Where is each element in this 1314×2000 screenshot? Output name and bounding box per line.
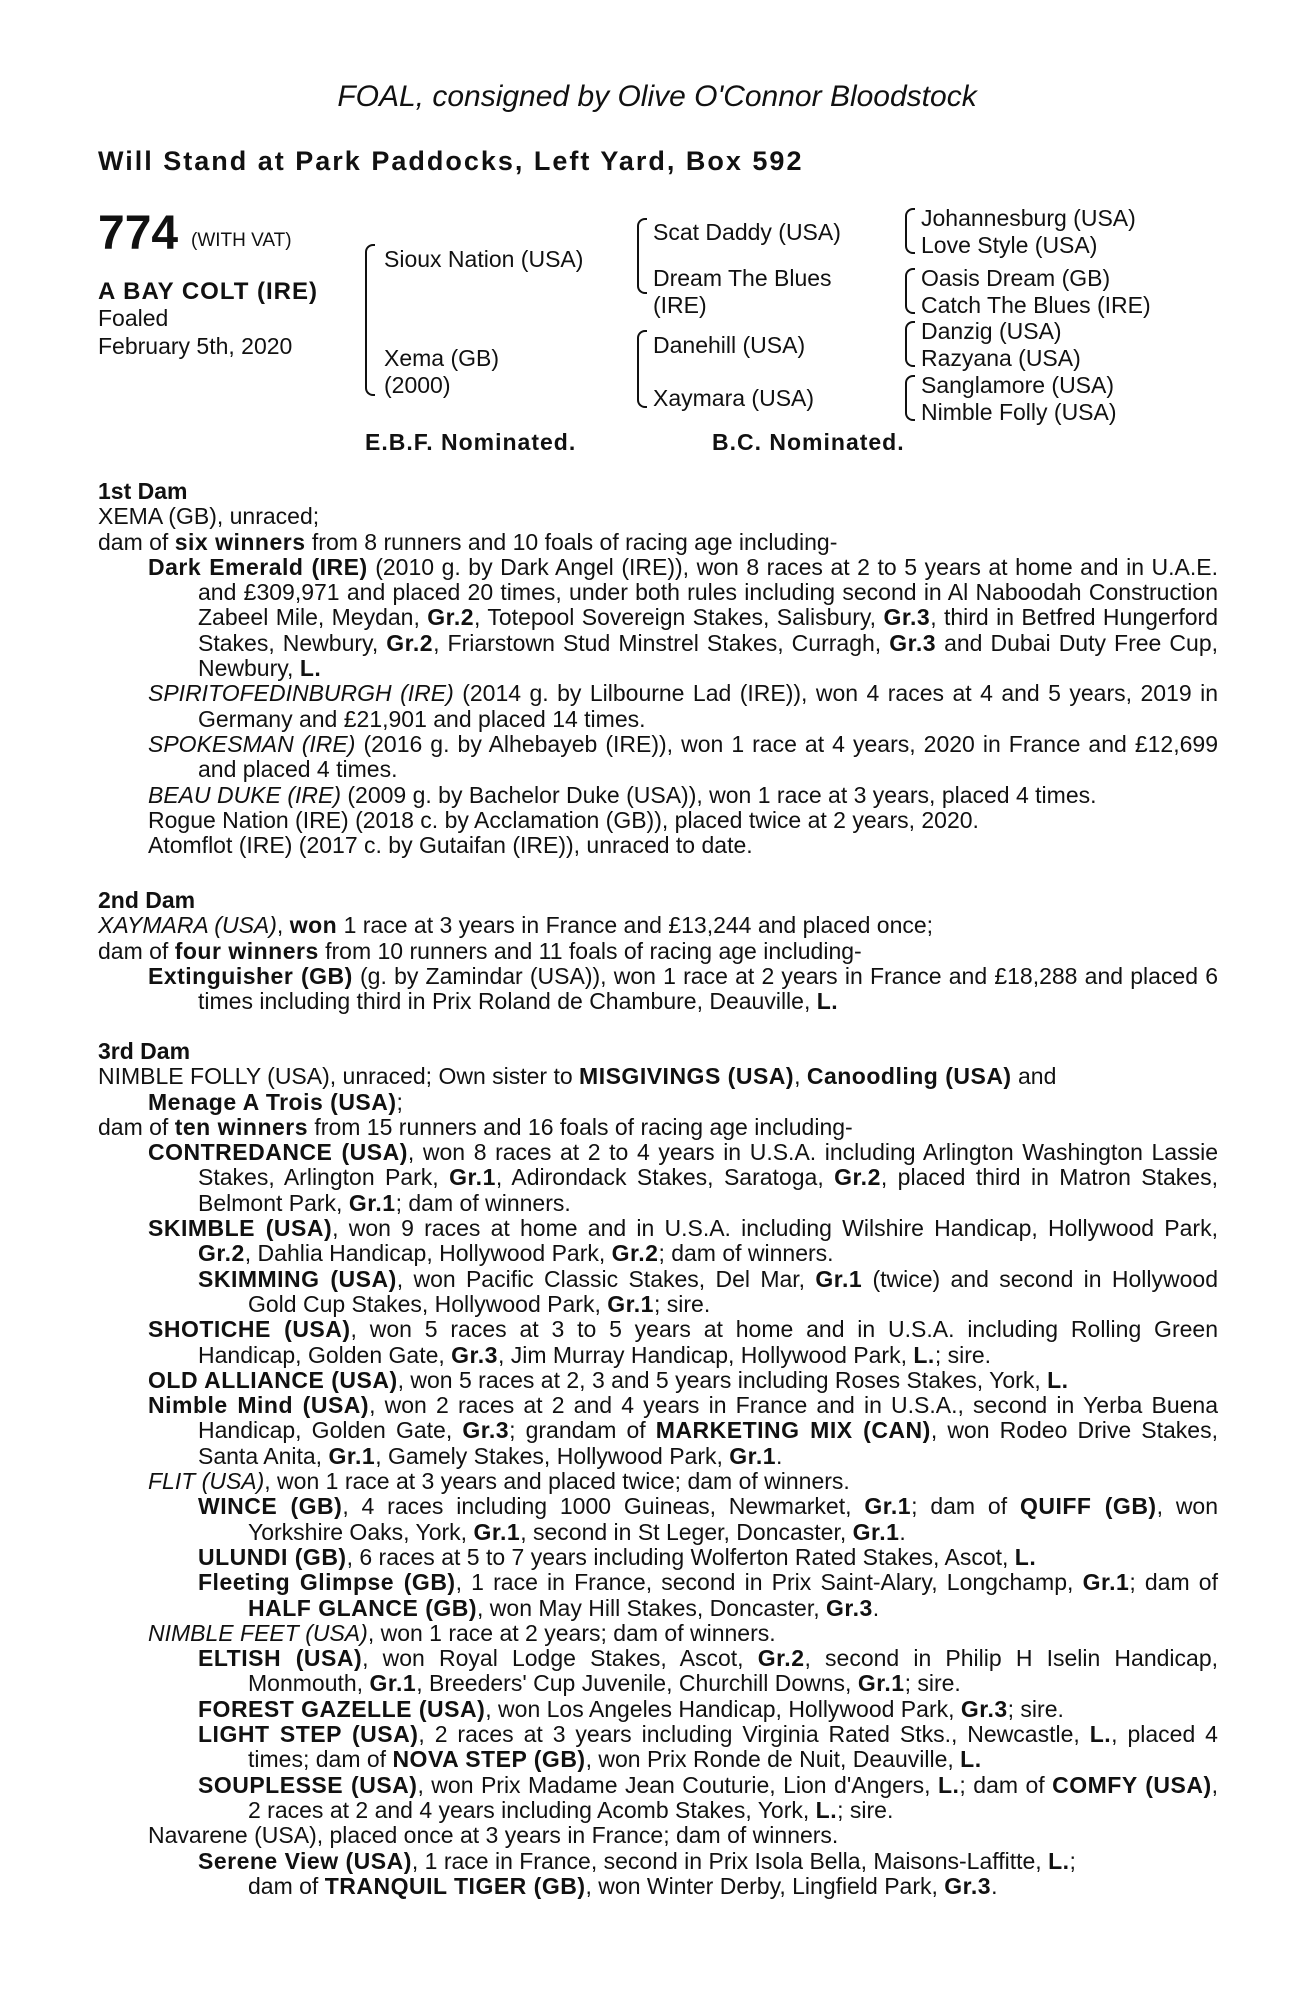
vat-note: (WITH VAT) bbox=[191, 230, 292, 251]
text-span: . bbox=[899, 1518, 906, 1545]
consignor-line: FOAL, consigned by Olive O'Connor Bloodstock bbox=[337, 80, 977, 113]
third-dam-section bbox=[98, 1039, 1218, 1899]
grade: Gr.3 bbox=[960, 1695, 1008, 1722]
third-dam-produce-summary bbox=[98, 1115, 1218, 1140]
won-label: won bbox=[289, 912, 338, 939]
grade: Gr.3 bbox=[462, 1417, 510, 1444]
text-span: (g. by Zamindar (USA)), won 1 race at 2 years in France and £18,288 and placed 6 times including third in Prix Roland de Chambure, Deauville, bbox=[198, 962, 1219, 1015]
text-span: , Totepool Sovereign Stakes, Salisbury, bbox=[474, 604, 884, 631]
text-span: , won Rodeo Drive Stakes, Santa Anita, bbox=[198, 1417, 1218, 1469]
horse-name: Fleeting Glimpse (GB) bbox=[198, 1569, 456, 1596]
horse-name: MARKETING MIX (CAN) bbox=[655, 1417, 931, 1444]
pedigree-g2: Love Style (USA) bbox=[921, 232, 1098, 258]
pedigree-sire: Sioux Nation (USA) bbox=[384, 246, 584, 272]
produce-wince bbox=[98, 1494, 1218, 1545]
text-span: (2016 g. by Alhebayeb (IRE)), won 1 race at 4 years, 2020 in France and £12,699 and placed 4 times. bbox=[198, 730, 1218, 783]
grade: Gr.1 bbox=[1082, 1569, 1130, 1596]
text-span: from 8 runners and 10 foals of racing age including- bbox=[305, 528, 838, 555]
horse-name: SPIRITOFEDINBURGH (IRE) bbox=[148, 680, 454, 707]
produce-eltish bbox=[98, 1646, 1218, 1697]
produce-ulundi bbox=[98, 1545, 1218, 1570]
produce-nimble-mind bbox=[98, 1393, 1218, 1469]
text-span: , won Los Angeles Handicap, Hollywood Park, bbox=[485, 1695, 961, 1722]
text-span: ; sire. bbox=[1007, 1695, 1064, 1722]
pedigree-brace-g4 bbox=[905, 375, 915, 421]
produce-spokesman bbox=[98, 732, 1218, 783]
produce-forest-gazelle bbox=[98, 1697, 1218, 1722]
grade: Gr.3 bbox=[883, 604, 931, 631]
pedigree-g1: Johannesburg (USA) bbox=[921, 205, 1136, 231]
first-dam-title: 1st Dam bbox=[98, 478, 188, 504]
produce-navarene: Navarene (USA), placed once at 3 years in France; dam of winners. bbox=[148, 1822, 839, 1849]
first-dam-summary: XEMA (GB), unraced; bbox=[98, 503, 320, 530]
horse-name: MISGIVINGS (USA) bbox=[579, 1063, 795, 1090]
text-span: (twice) and second in Hollywood Gold Cup Stakes, Hollywood Park, bbox=[248, 1265, 1218, 1317]
third-dam-summary bbox=[98, 1064, 1218, 1115]
grade: Gr.1 bbox=[473, 1518, 521, 1545]
text-span: , Dahlia Handicap, Hollywood Park, bbox=[244, 1240, 612, 1267]
grade: Gr.1 bbox=[449, 1164, 496, 1191]
produce-atomflot: Atomflot (IRE) (2017 c. by Gutaifan (IRE)), unraced to date. bbox=[148, 832, 753, 859]
produce-dark-emerald bbox=[98, 555, 1218, 681]
grade: Gr.2 bbox=[198, 1240, 245, 1267]
second-dam-produce-summary bbox=[98, 939, 1218, 964]
produce-flit bbox=[98, 1469, 1218, 1494]
pedigree-g5: Danzig (USA) bbox=[921, 318, 1062, 344]
grade: Gr.3 bbox=[826, 1594, 873, 1621]
produce-fleeting-glimpse bbox=[98, 1570, 1218, 1621]
text-span: , placed third in Matron Stakes, Belmont Park, bbox=[198, 1164, 1218, 1216]
text-span: , placed 4 times; dam of bbox=[248, 1721, 1218, 1773]
produce-nimble-feet bbox=[98, 1621, 1218, 1646]
pedigree-brace-dam bbox=[637, 330, 647, 408]
lot-number: 774 bbox=[98, 207, 179, 260]
produce-souplesse bbox=[98, 1773, 1218, 1824]
grade: Gr.1 bbox=[857, 1670, 905, 1697]
pedigree-dam-year: (2000) bbox=[384, 372, 451, 398]
ebf-nominated: E.B.F. Nominated. bbox=[365, 429, 577, 455]
grade: L. bbox=[1048, 1847, 1070, 1874]
horse-name: BEAU DUKE (IRE) bbox=[148, 781, 341, 808]
pedigree-sire-dam: Dream The Blues bbox=[653, 265, 832, 291]
horse-name: OLD ALLIANCE (USA) bbox=[148, 1366, 398, 1393]
text-span: , won 2 races at 2 and 4 years in France and in U.S.A., second in Yerba Buena Handicap, Golden Gate, bbox=[198, 1392, 1218, 1444]
horse-name: Extinguisher (GB) bbox=[148, 962, 353, 989]
grade: Gr.1 bbox=[815, 1265, 863, 1292]
text-span: , bbox=[794, 1063, 807, 1090]
horse-name: SHOTICHE (USA) bbox=[148, 1316, 351, 1343]
horse-name: COMFY (USA) bbox=[1052, 1771, 1212, 1798]
horse-name: SOUPLESSE (USA) bbox=[198, 1771, 418, 1798]
text-span: , Breeders' Cup Juvenile, Churchill Downs, bbox=[416, 1670, 858, 1697]
text-span: , won Prix Madame Jean Couturie, Lion d'Angers, bbox=[417, 1771, 938, 1798]
pedigree-g3: Oasis Dream (GB) bbox=[921, 265, 1111, 291]
pedigree-sire-dam-origin: (IRE) bbox=[653, 292, 707, 318]
text-span: ; sire. bbox=[904, 1670, 961, 1697]
grade: Gr.2 bbox=[757, 1645, 805, 1672]
horse-name: SKIMBLE (USA) bbox=[148, 1215, 333, 1242]
text-span: , won Prix Ronde de Nuit, Deauville, bbox=[585, 1746, 961, 1773]
grade: L. bbox=[1047, 1366, 1069, 1393]
text-span: dam of bbox=[248, 1872, 325, 1899]
pedigree-brace-sire bbox=[637, 218, 647, 294]
pedigree-dam-sire: Danehill (USA) bbox=[653, 332, 806, 358]
text-span: ; bbox=[1069, 1847, 1076, 1874]
horse-name: NOVA STEP (GB) bbox=[392, 1746, 586, 1773]
text-span: ; dam of bbox=[959, 1771, 1053, 1798]
produce-rogue-nation: Rogue Nation (IRE) (2018 c. by Acclamation (GB)), placed twice at 2 years, 2020. bbox=[148, 806, 979, 833]
grade: Gr.3 bbox=[944, 1872, 992, 1899]
text-span: ; dam of winners. bbox=[658, 1240, 834, 1267]
text-span: , won 5 races at 2, 3 and 5 years including Roses Stakes, York, bbox=[397, 1366, 1048, 1393]
text-span: ; dam of bbox=[1129, 1569, 1218, 1596]
pedigree-brace-g3 bbox=[905, 321, 915, 367]
horse-name: QUIFF (GB) bbox=[1019, 1493, 1157, 1520]
horse-name: TRANQUIL TIGER (GB) bbox=[324, 1872, 586, 1899]
text-span: , won Royal Lodge Stakes, Ascot, bbox=[362, 1645, 758, 1672]
produce-extinguisher bbox=[98, 964, 1218, 1015]
grade: L. bbox=[1089, 1721, 1112, 1748]
text-span: from 15 runners and 16 foals of racing age including- bbox=[308, 1113, 853, 1140]
horse-name: NIMBLE FEET (USA) bbox=[148, 1619, 368, 1646]
stand-location: Will Stand at Park Paddocks, Left Yard, Box 592 bbox=[98, 146, 804, 176]
text-span: , second in Philip H Iselin Handicap, Monmouth, bbox=[248, 1645, 1219, 1697]
grade: Gr.1 bbox=[348, 1189, 396, 1216]
horse-name: Menage A Trois (USA) bbox=[148, 1088, 397, 1115]
third-dam-title: 3rd Dam bbox=[98, 1038, 191, 1064]
text-span: and bbox=[1011, 1063, 1057, 1090]
grade: L. bbox=[1014, 1543, 1037, 1570]
horse-name: SKIMMING (USA) bbox=[198, 1265, 397, 1292]
grade: Gr.2 bbox=[834, 1164, 881, 1191]
text-span: , 1 race in France, second in Prix Saint-Alary, Longchamp, bbox=[455, 1569, 1083, 1596]
text-span: ; grandam of bbox=[509, 1417, 656, 1444]
produce-old-alliance bbox=[98, 1368, 1218, 1393]
produce-light-step bbox=[98, 1722, 1218, 1773]
text-span: , second in St Leger, Doncaster, bbox=[520, 1518, 853, 1545]
horse-name: WINCE (GB) bbox=[198, 1493, 343, 1520]
horse-name: Canoodling (USA) bbox=[806, 1063, 1012, 1090]
text-span: , won Winter Derby, Lingfield Park, bbox=[585, 1872, 945, 1899]
pedigree-brace-gen1 bbox=[365, 244, 375, 396]
horse-name: HALF GLANCE (GB) bbox=[248, 1594, 478, 1621]
text-span: , won 1 race at 2 years; dam of winners. bbox=[367, 1619, 776, 1646]
grade: L. bbox=[960, 1746, 982, 1773]
grade: Gr.2 bbox=[427, 604, 475, 631]
text-span: , won 5 races at 3 to 5 years at home and in U.S.A. including Rolling Green Handicap, Golden Gate, bbox=[198, 1316, 1218, 1368]
text-span: ; sire. bbox=[653, 1290, 711, 1317]
text-span: ; dam of winners. bbox=[395, 1189, 571, 1216]
text-span: ; sire. bbox=[837, 1796, 894, 1823]
text-span: , won 8 races at 2 to 4 years in U.S.A. including Arlington Washington Lassie Stakes, Arlington Park, bbox=[198, 1139, 1218, 1191]
text-span: from 10 runners and 11 foals of racing age including- bbox=[318, 937, 862, 964]
pedigree-brace-g1 bbox=[905, 208, 915, 254]
produce-contredance bbox=[98, 1140, 1218, 1216]
horse-name: ELTISH (USA) bbox=[198, 1645, 363, 1672]
horse-name: XAYMARA (USA) bbox=[98, 912, 277, 939]
grade: L. bbox=[816, 988, 839, 1015]
text-span: , 6 races at 5 to 7 years including Wolferton Rated Stakes, Ascot, bbox=[346, 1543, 1015, 1570]
pedigree-g7: Sanglamore (USA) bbox=[921, 372, 1115, 398]
lot-description: A BAY COLT (IRE) bbox=[98, 278, 319, 305]
text-span: dam of bbox=[98, 1113, 175, 1140]
text-span: dam of bbox=[98, 937, 175, 964]
horse-name: LIGHT STEP (USA) bbox=[198, 1721, 419, 1748]
text-span: , Jim Murray Handicap, Hollywood Park, bbox=[497, 1341, 914, 1368]
foaled-label: Foaled bbox=[98, 305, 169, 331]
grade: L. bbox=[299, 655, 322, 682]
grade: Gr.2 bbox=[611, 1240, 659, 1267]
grade: Gr.1 bbox=[607, 1290, 654, 1317]
text-span: , 2 races at 2 and 4 years including Acomb Stakes, York, bbox=[248, 1771, 1219, 1823]
text-span: , 1 race in France, second in Prix Isola Bella, Maisons-Laffitte, bbox=[411, 1847, 1049, 1874]
pedigree-dam: Xema (GB) bbox=[384, 345, 500, 371]
text-span: . bbox=[991, 1872, 998, 1899]
grade: Gr.3 bbox=[889, 629, 937, 656]
text-span: NIMBLE FOLLY (USA), unraced; Own sister to bbox=[98, 1063, 580, 1090]
horse-name: ULUNDI (GB) bbox=[198, 1543, 347, 1570]
horse-name: Dark Emerald (IRE) bbox=[148, 553, 368, 580]
text-span: 1 race at 3 years in France and £13,244 and placed once; bbox=[337, 912, 934, 939]
horse-name: CONTREDANCE (USA) bbox=[148, 1139, 408, 1166]
winners-count: ten winners bbox=[174, 1113, 309, 1140]
second-dam-summary bbox=[98, 913, 1218, 938]
first-dam-section bbox=[98, 479, 1218, 858]
pedigree-g4: Catch The Blues (IRE) bbox=[921, 292, 1151, 318]
text-span: , 4 races including 1000 Guineas, Newmarket, bbox=[342, 1493, 865, 1520]
text-span: . bbox=[776, 1442, 783, 1469]
bc-nominated: B.C. Nominated. bbox=[712, 429, 905, 455]
text-span: , bbox=[276, 912, 290, 939]
produce-beau-duke bbox=[98, 783, 1218, 808]
text-span: dam of bbox=[98, 528, 175, 555]
horse-name: SPOKESMAN (IRE) bbox=[148, 730, 356, 757]
text-span: , Friarstown Stud Minstrel Stakes, Curragh, bbox=[433, 629, 890, 656]
grade: L. bbox=[913, 1341, 935, 1368]
produce-serene-view bbox=[98, 1849, 1218, 1900]
first-dam-produce-summary bbox=[98, 530, 1218, 555]
text-span: (2010 g. by Dark Angel (IRE)), won 8 races at 2 to 5 years at home and in U.A.E. and £309,971 and placed 20 times, under both rules including second in Al Naboodah Construction Zabeel Mile, Meydan, bbox=[198, 553, 1218, 631]
text-span: ; bbox=[396, 1088, 403, 1115]
grade: Gr.2 bbox=[386, 629, 434, 656]
horse-name: Serene View (USA) bbox=[198, 1847, 412, 1874]
second-dam-title: 2nd Dam bbox=[98, 887, 196, 913]
text-span: , won 1 race at 3 years and placed twice; dam of winners. bbox=[264, 1468, 850, 1495]
produce-skimming bbox=[98, 1267, 1218, 1318]
text-span: (2014 g. by Lilbourne Lad (IRE)), won 4 races at 4 and 5 years, 2019 in Germany and £21,901 and placed 14 times. bbox=[198, 680, 1218, 732]
produce-shotiche bbox=[98, 1317, 1218, 1368]
winners-count: six winners bbox=[174, 528, 306, 555]
pedigree-dam-dam: Xaymara (USA) bbox=[653, 385, 815, 411]
grade: Gr.3 bbox=[451, 1341, 498, 1368]
horse-name: FOREST GAZELLE (USA) bbox=[198, 1695, 486, 1722]
text-span: , won Yorkshire Oaks, York, bbox=[248, 1493, 1219, 1545]
text-span: ; sire. bbox=[934, 1341, 992, 1368]
text-span: and Dubai Duty Free Cup, Newbury, bbox=[198, 629, 1219, 682]
text-span: ; dam of bbox=[911, 1493, 1020, 1520]
grade: Gr.1 bbox=[852, 1518, 900, 1545]
foaled-date: February 5th, 2020 bbox=[98, 333, 293, 359]
produce-spiritofedinburgh bbox=[98, 681, 1218, 732]
grade: Gr.1 bbox=[328, 1442, 376, 1469]
grade: Gr.1 bbox=[729, 1442, 777, 1469]
pedigree-g6: Razyana (USA) bbox=[921, 345, 1081, 371]
winners-count: four winners bbox=[174, 937, 319, 964]
grade: L. bbox=[815, 1796, 838, 1823]
text-span: . bbox=[872, 1594, 880, 1621]
second-dam-section bbox=[98, 888, 1218, 1014]
text-span: , won May Hill Stakes, Doncaster, bbox=[477, 1594, 826, 1621]
text-span: , Gamely Stakes, Hollywood Park, bbox=[375, 1442, 730, 1469]
text-span: , won 9 races at home and in U.S.A. including Wilshire Handicap, Hollywood Park, bbox=[332, 1215, 1218, 1242]
text-span: (2009 g. by Bachelor Duke (USA)), won 1 race at 3 years, placed 4 times. bbox=[340, 781, 1097, 808]
produce-skimble bbox=[98, 1216, 1218, 1267]
grade: Gr.1 bbox=[864, 1493, 912, 1520]
text-span: , third in Betfred Hungerford Stakes, Newbury, bbox=[198, 604, 1218, 656]
text-span: , won Pacific Classic Stakes, Del Mar, bbox=[396, 1265, 816, 1292]
horse-name: FLIT (USA) bbox=[148, 1468, 265, 1495]
pedigree-g8: Nimble Folly (USA) bbox=[921, 399, 1117, 425]
text-span: , 2 races at 3 years including Virginia Rated Stks., Newcastle, bbox=[418, 1721, 1090, 1748]
pedigree-brace-g2 bbox=[905, 268, 915, 314]
grade: L. bbox=[937, 1771, 960, 1798]
text-span: , Adirondack Stakes, Saratoga, bbox=[495, 1164, 835, 1191]
horse-name: Nimble Mind (USA) bbox=[148, 1392, 370, 1419]
grade: Gr.1 bbox=[369, 1670, 417, 1697]
pedigree-sire-sire: Scat Daddy (USA) bbox=[653, 219, 841, 245]
